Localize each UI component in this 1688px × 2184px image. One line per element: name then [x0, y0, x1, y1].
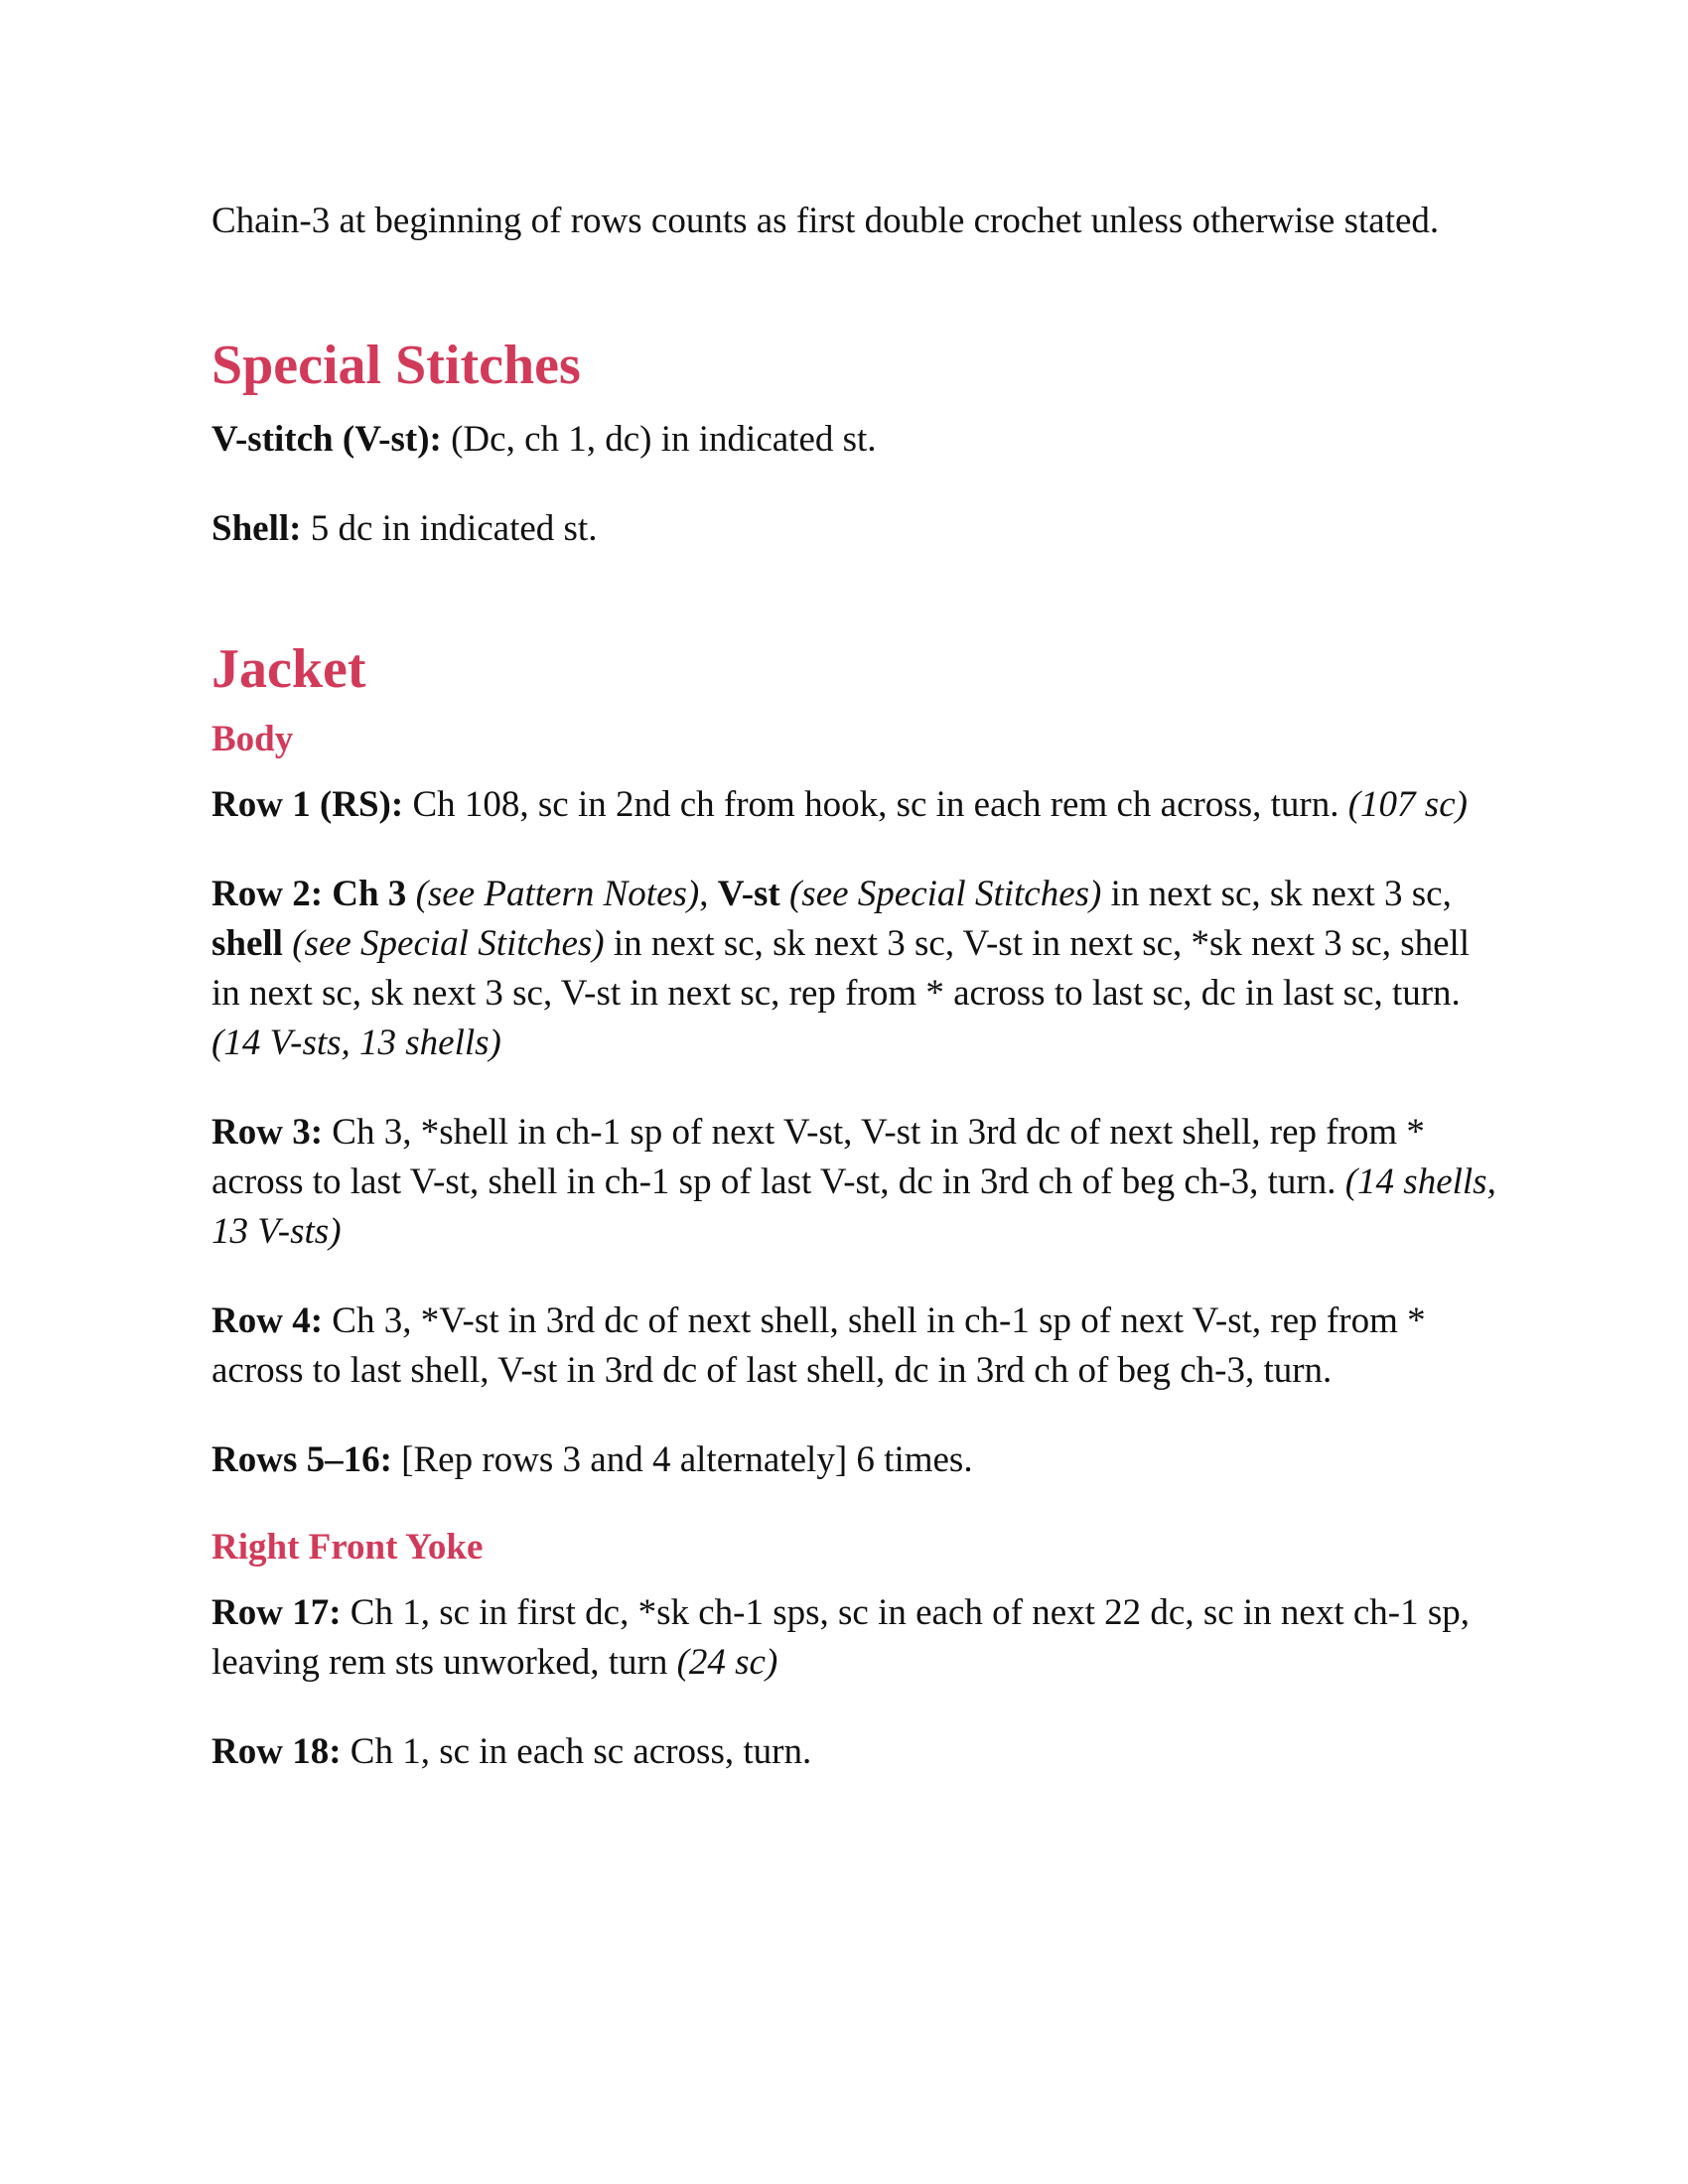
row-2-note-special-1: (see Special Stitches) [779, 874, 1102, 914]
pattern-note [211, 197, 1502, 246]
row-2-note-special-2: (see Special Stitches) [282, 923, 605, 964]
row-17-label: Row 17: [211, 1592, 342, 1633]
shell-text: 5 dc in indicated st. [301, 508, 598, 549]
row-1-count: (107 sc) [1347, 784, 1468, 825]
row-2-text-2: in next sc, sk next 3 sc, V-st in next sc, *sk next 3 sc, shell in next sc, sk next 3 sc, V-st in next sc, rep from * across to last sc, dc in last sc, turn. [211, 923, 1471, 1014]
row-3-text: Ch 3, *shell in ch-1 sp of next V-st, V-st in 3rd dc of next shell, rep from * across to last V-st, shell in ch-1 sp of last V-st, dc in 3rd ch of beg ch-3, turn. [211, 1112, 1425, 1202]
rows-5-16-text: [Rep rows 3 and 4 alternately] 6 times. [391, 1439, 973, 1480]
row-1-label: Row 1 (RS): [211, 784, 404, 825]
row-4-text: Ch 3, *V-st in 3rd dc of next shell, shell in ch-1 sp of next V-st, rep from * across to last shell, V-st in 3rd dc of last shell, dc in 3rd ch of beg ch-3, turn. [211, 1300, 1426, 1391]
row-18-label: Row 18: [211, 1731, 342, 1772]
row-3-count: (14 shells, 13 V-sts) [211, 1161, 1496, 1252]
row-2-label: Row 2: Ch 3 [211, 874, 407, 914]
row-3-label: Row 3: [211, 1112, 324, 1153]
right-front-yoke-subheading: Right Front Yoke [211, 1527, 484, 1568]
row-2-note-pattern: (see Pattern Notes) [406, 874, 700, 914]
row-4-label: Row 4: [211, 1300, 324, 1341]
row-18 [211, 1727, 1502, 1777]
row-3 [211, 1108, 1502, 1257]
shell-definition [211, 504, 1502, 554]
row-1 [211, 780, 1502, 830]
row-17-count: (24 sc) [676, 1642, 778, 1683]
body-subheading: Body [211, 719, 294, 759]
vstitch-text: (Dc, ch 1, dc) in indicated st. [441, 419, 877, 460]
special-stitches-heading: Special Stitches [211, 335, 581, 396]
rows-5-16-label: Rows 5–16: [211, 1439, 392, 1480]
pattern-note-text: Chain-3 at beginning of rows counts as first double crochet unless otherwise stated. [211, 201, 1440, 241]
row-2-sep: , [699, 874, 718, 914]
row-18-text: Ch 1, sc in each sc across, turn. [341, 1731, 812, 1772]
vstitch-definition [211, 415, 1502, 465]
row-17-text: Ch 1, sc in first dc, *sk ch-1 sps, sc in each of next 22 dc, sc in next ch-1 sp, leaving rem sts unworked, turn [211, 1592, 1471, 1683]
shell-label: Shell: [211, 508, 302, 549]
row-1-text: Ch 108, sc in 2nd ch from hook, sc in each rem ch across, turn. [403, 784, 1348, 825]
row-4 [211, 1297, 1502, 1396]
row-2-shell: shell [211, 923, 283, 964]
row-17 [211, 1588, 1502, 1688]
row-2-count: (14 V-sts, 13 shells) [211, 1023, 501, 1063]
row-2-text-1: in next sc, sk next 3 sc, [1101, 874, 1452, 914]
row-2 [211, 870, 1502, 1068]
pattern-page [211, 197, 1502, 1777]
vstitch-label: V-stitch (V-st): [211, 419, 442, 460]
jacket-heading: Jacket [211, 638, 366, 700]
row-2-vst: V-st [717, 874, 780, 914]
rows-5-16 [211, 1435, 1502, 1485]
